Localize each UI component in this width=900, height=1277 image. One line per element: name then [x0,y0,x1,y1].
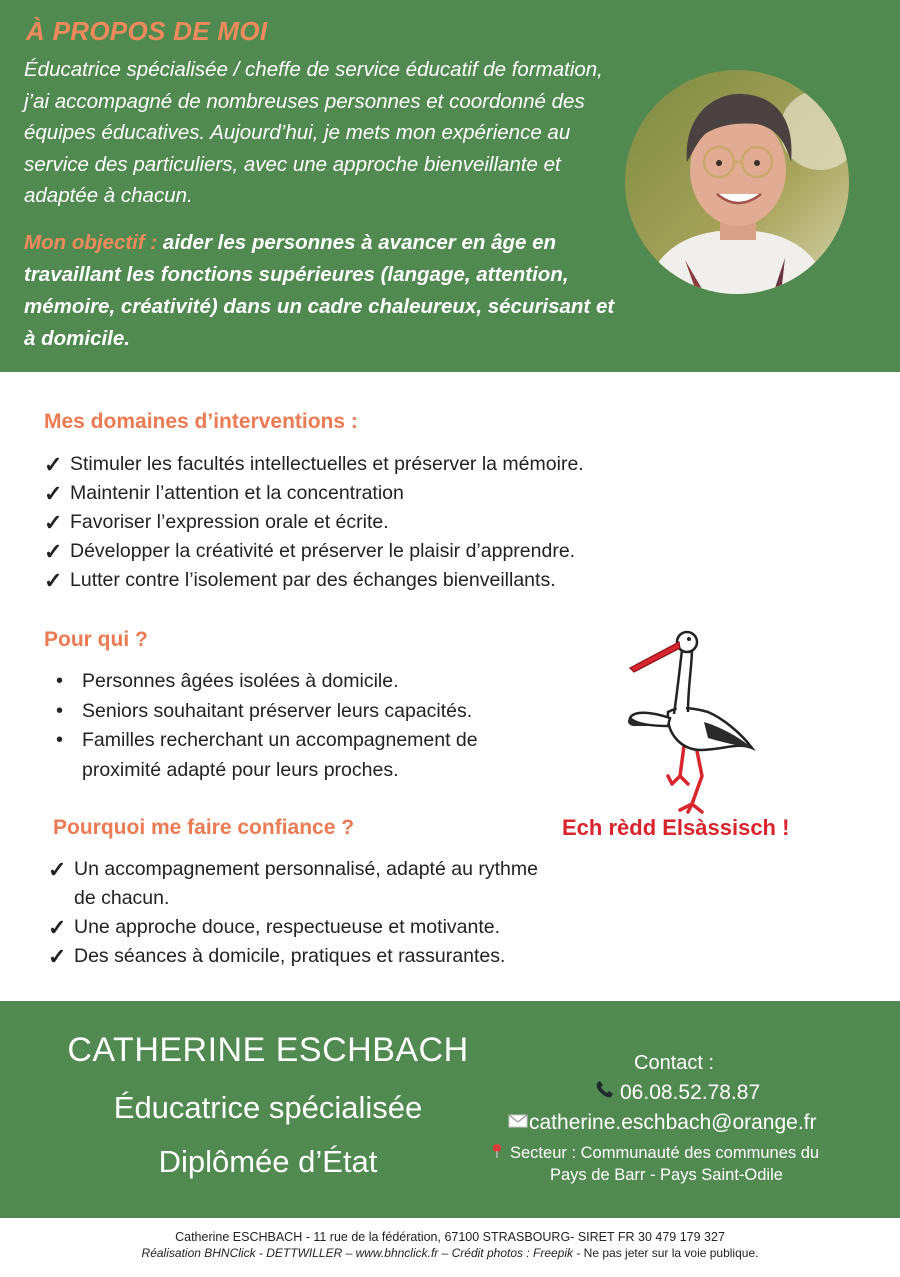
sector-line [492,1143,819,1164]
about-body: Éducatrice spécialisée / cheffe de service éducatif de formation, j’ai accompagné de nombreuses personnes et coordonné des équipes éducatives. Aujourd’hui, je mets mon expérience au service des particuliers, avec une approche bienveillante et adaptée à chacun. [24,58,603,207]
list-item [44,450,684,479]
list-item-text: Personnes âgées isolées à domicile. [82,670,399,692]
list-item [56,667,516,697]
list-item-text: Seniors souhaitant préserver leurs capacités. [82,699,473,722]
sector-text-line1: Secteur : Communauté des communes du [510,1144,820,1162]
check-icon: ✓ [48,915,67,940]
portrait-photo [625,70,849,294]
list-item [44,508,684,537]
footer-credits [0,1245,900,1261]
list-item [48,942,538,971]
list-item-text: Une approche douce, respectueuse et motivante. [74,916,501,938]
list-item-text: Familles recherchant un accompagnement de proximité adapté pour leurs proches. [82,729,478,781]
bullet-icon: • [56,670,64,692]
check-icon: ✓ [44,568,63,593]
footer-address: Catherine ESCHBACH - 11 rue de la fédération, 67100 STRASBOURG- SIRET FR 30 479 179 327 [175,1230,725,1244]
list-item-text: Maintenir l’attention et la concentration [70,482,404,504]
domains-list [44,450,684,595]
map-pin-icon [492,1143,502,1164]
list-item [44,566,684,595]
sector-text-line2: Pays de Barr - Pays Saint-Odile [550,1166,783,1184]
footer [0,1229,900,1261]
list-item [56,697,516,727]
for-whom-title: Pour qui ? [44,628,148,651]
objective-label: Mon objectif : [24,231,158,254]
profession: Éducatrice spécialisée [113,1090,423,1125]
objective-text: aider les personnes à avancer en âge en travaillant les fonctions supérieures (langage, attention, mémoire, créativité) dans un cadre chaleureux, sécurisant et à domicile. [24,231,615,350]
phone-number[interactable]: 06.08.52.78.87 [620,1081,761,1104]
list-item [44,537,684,566]
for-whom-list [56,667,516,785]
check-icon: ✓ [48,857,67,882]
person-name: CATHERINE ESCHBACH [67,1031,469,1069]
objective-paragraph [24,227,624,355]
bullet-icon: • [56,699,64,722]
list-item-text: Stimuler les facultés intellectuelles et préserver la mémoire. [70,453,584,475]
phone-icon [594,1080,616,1106]
contact-label: Contact : [634,1052,715,1074]
trust-list [48,855,538,971]
domains-title: Mes domaines d’interventions : [44,410,358,433]
list-item-text: Un accompagnement personnalisé, adapté au rythme de chacun. [74,858,538,909]
about-title: À PROPOS DE MOI [26,16,268,46]
check-icon: ✓ [44,452,63,477]
identity-section [0,1001,900,1218]
list-item [56,726,516,785]
list-item-text: Développer la créativité et préserver le plaisir d’apprendre. [70,540,576,562]
list-item-text: Lutter contre l’isolement par des échanges bienveillants. [70,569,556,591]
list-item [48,913,538,942]
check-icon: ✓ [48,944,67,969]
phone-line [594,1080,760,1106]
check-icon: ✓ [44,481,63,506]
footer-credits-tail: - Ne pas jeter sur la voie publique. [573,1246,759,1260]
check-icon: ✓ [44,510,63,535]
check-icon: ✓ [44,539,63,564]
envelope-icon [508,1111,528,1135]
bullet-icon: • [56,729,64,751]
list-item-text: Favoriser l’expression orale et écrite. [70,511,389,533]
diploma: Diplômée d’État [158,1144,378,1179]
stork-illustration [622,626,758,814]
about-section [0,0,900,372]
trust-title: Pourquoi me faire confiance ? [53,816,355,839]
alsatian-tagline: Ech rèdd Elsàssisch ! [562,815,790,840]
footer-credits-italic: Réalisation BHNClick - DETTWILLER – www.bhnclick.fr – Crédit photos : Freepik [141,1246,574,1260]
list-item [48,855,538,913]
list-item-text: Des séances à domicile, pratiques et rassurantes. [74,945,506,967]
email-line [508,1111,817,1135]
email-address[interactable]: catherine.eschbach@orange.fr [529,1111,817,1134]
list-item [44,479,684,508]
